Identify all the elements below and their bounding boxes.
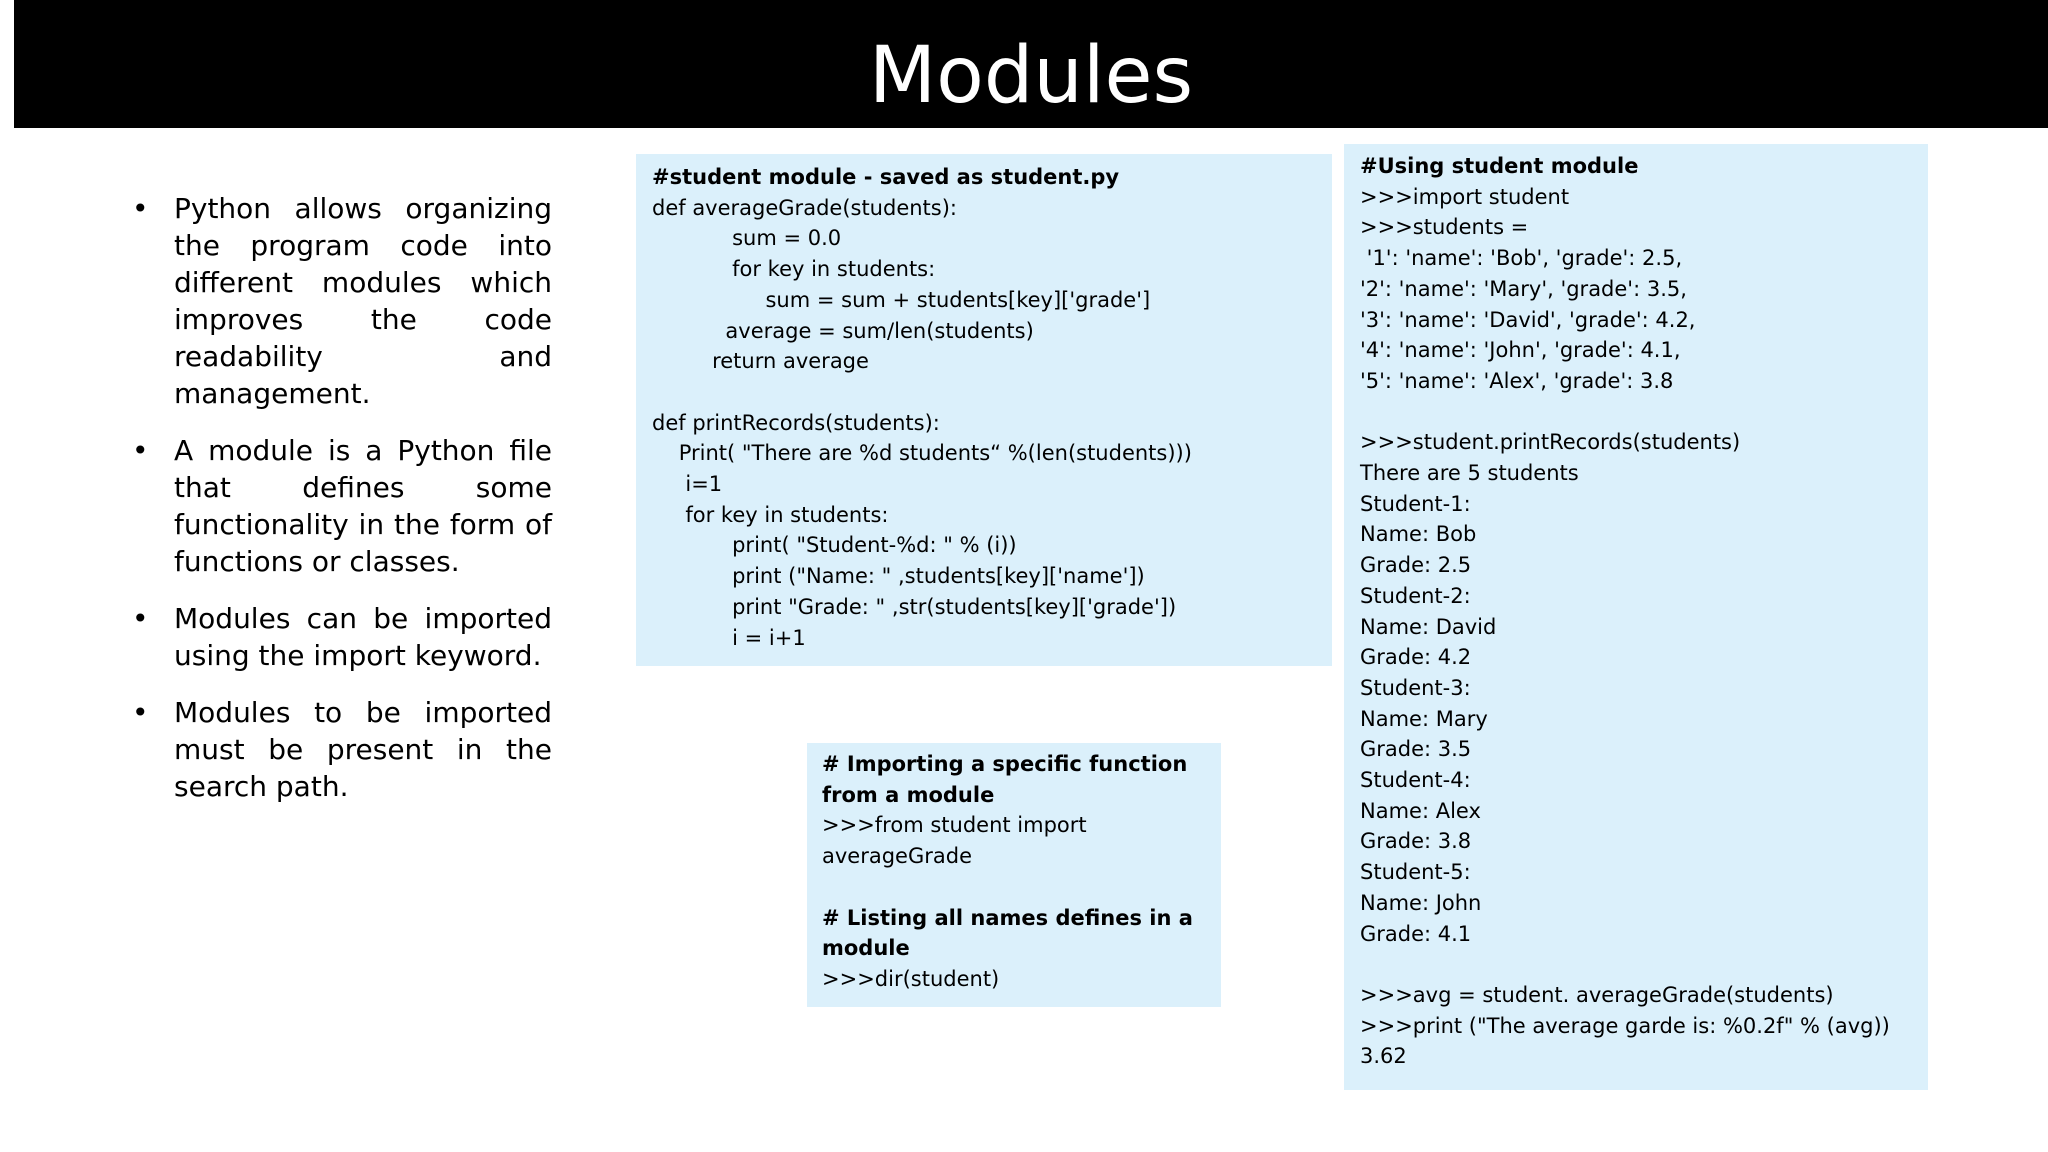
code-line: There are 5 students: [1360, 461, 1579, 486]
bullet-item: • Modules can be imported using the import keyword.: [128, 600, 552, 674]
code-line: >>>student.printRecords(students): [1360, 430, 1741, 455]
code-line: i = i+1: [652, 625, 806, 650]
code-line: for key in students:: [652, 257, 936, 282]
code-line: print( "Student-%d: " % (i)): [652, 533, 1017, 558]
code-line: Student-3:: [1360, 675, 1471, 700]
code-line: for key in students:: [652, 502, 889, 527]
code-line: Name: John: [1360, 890, 1482, 915]
code-line: # Listing all names defines in a module: [822, 905, 1193, 961]
code-line: #Using student module: [1360, 154, 1639, 178]
code-line: Name: David: [1360, 614, 1497, 639]
bullet-list: [128, 190, 552, 825]
code-line: >>>import student: [1360, 184, 1570, 209]
bullet-item: • A module is a Python file that defines some functionality in the form of functions or classes.: [128, 432, 552, 580]
code-line: [1360, 949, 1928, 980]
student-module-code-box: [636, 154, 1332, 666]
code-line: [822, 872, 1221, 903]
usage-code-box: [1344, 144, 1928, 1090]
code-line: print ("Name: " ,students[key]['name']): [652, 564, 1145, 589]
code-line: Grade: 2.5: [1360, 553, 1472, 578]
code-line: sum = 0.0: [652, 226, 842, 251]
code-line: >>>print ("The average garde is: %0.2f" % (avg)): [1360, 1013, 1890, 1038]
code-line: 3.62: [1360, 1044, 1407, 1069]
code-line: >>>students =: [1360, 215, 1529, 240]
code-line: [1360, 397, 1928, 428]
title-bar: [14, 0, 2048, 128]
code-line: Student-5:: [1360, 860, 1471, 885]
slide-title: Modules: [868, 31, 1194, 121]
code-line: Name: Bob: [1360, 522, 1477, 547]
code-line: '4': 'name': 'John', 'grade': 4.1,: [1360, 338, 1681, 363]
code-line: def averageGrade(students):: [652, 195, 957, 220]
code-line: Student-4:: [1360, 768, 1471, 793]
code-line: sum = sum + students[key]['grade']: [652, 287, 1151, 312]
code-line: Name: Alex: [1360, 798, 1481, 823]
code-line: Grade: 3.5: [1360, 737, 1472, 762]
code-line: Name: Mary: [1360, 706, 1488, 731]
code-line: return average: [652, 349, 869, 374]
code-line: average = sum/len(students): [652, 318, 1034, 343]
code-line: '1': 'name': 'Bob', 'grade': 2.5,: [1360, 246, 1683, 271]
code-line: [652, 377, 1332, 408]
code-line: Print( "There are %d students“ %(len(students))): [652, 441, 1192, 466]
code-line: >>>from student import averageGrade: [822, 813, 1087, 869]
code-line: '2': 'name': 'Mary', 'grade': 3.5,: [1360, 276, 1687, 301]
code-line: print "Grade: " ,str(students[key]['grade']): [652, 594, 1177, 619]
code-line: Student-2:: [1360, 583, 1471, 608]
code-line: Grade: 4.1: [1360, 921, 1472, 946]
code-line: Grade: 4.2: [1360, 645, 1472, 670]
code-line: Grade: 3.8: [1360, 829, 1472, 854]
code-line: '3': 'name': 'David', 'grade': 4.2,: [1360, 307, 1696, 332]
code-line: #student module - saved as student.py: [652, 165, 1120, 189]
import-code-box: [807, 743, 1221, 1007]
code-line: i=1: [652, 472, 723, 497]
code-line: Student-1:: [1360, 491, 1471, 516]
code-line: def printRecords(students):: [652, 410, 940, 435]
bullet-item: • Modules to be imported must be present in the search path.: [128, 694, 552, 805]
code-line: # Importing a specific function from a module: [822, 752, 1188, 807]
code-line: >>>avg = student. averageGrade(students): [1360, 982, 1834, 1007]
code-line: >>>dir(student): [822, 966, 1000, 991]
code-line: '5': 'name': 'Alex', 'grade': 3.8: [1360, 368, 1674, 393]
bullet-item: • Python allows organizing the program code into different modules which improves the code readability and management.: [128, 190, 552, 412]
